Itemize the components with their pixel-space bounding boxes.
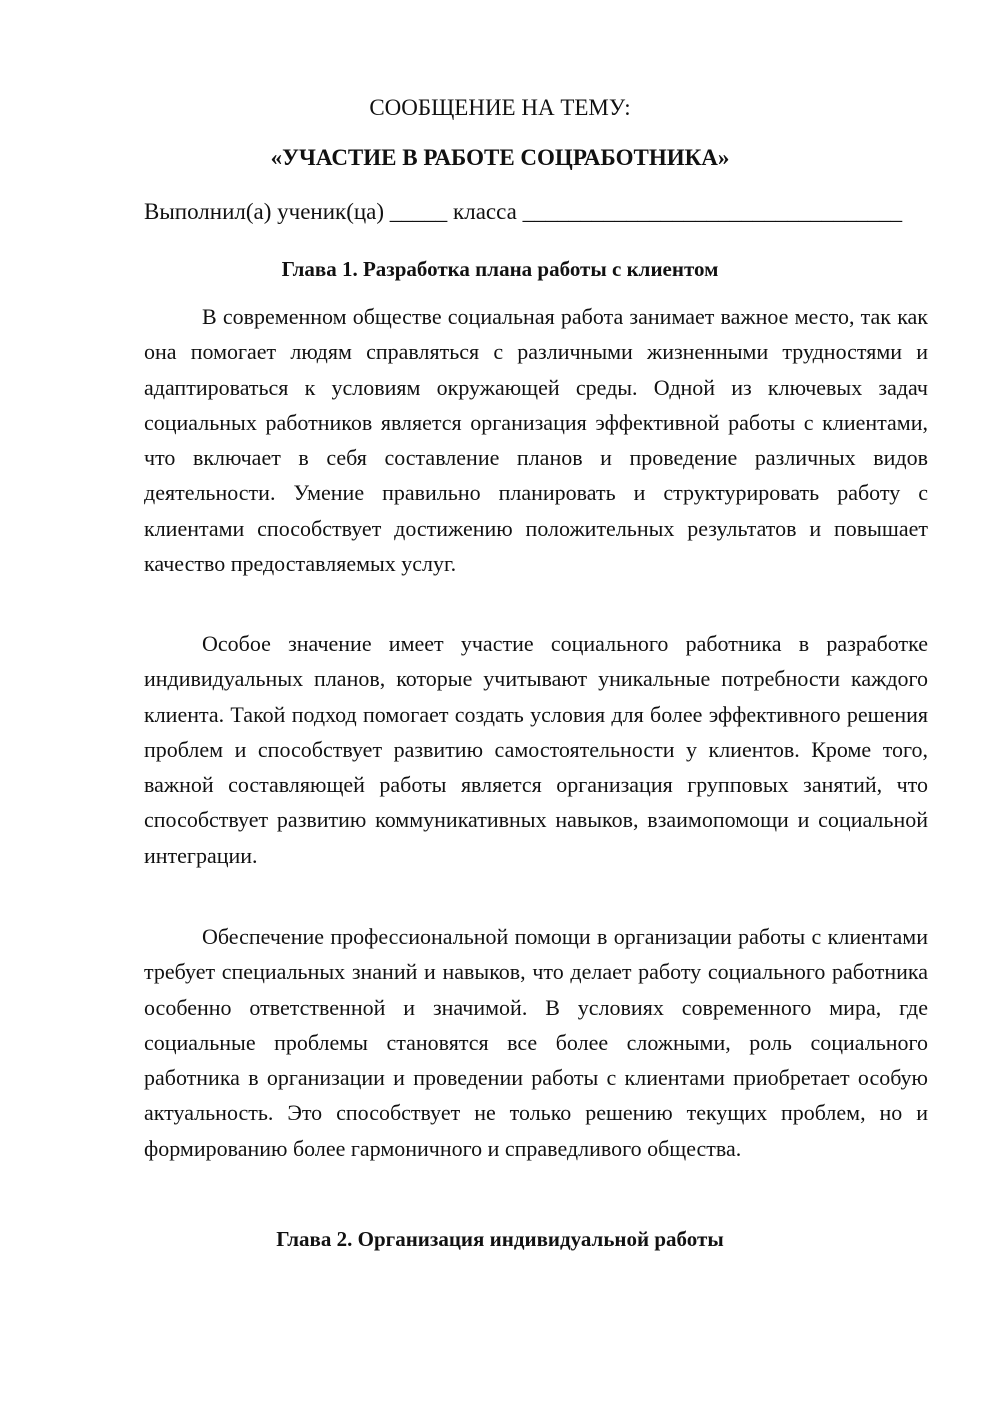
document-header-line1: СООБЩЕНИЕ НА ТЕМУ:: [369, 95, 631, 120]
paragraph-1: В современном обществе социальная работа занимает важное место, так как она помогает людям справляться с различными жизненными трудностями и адаптироваться к условиям окружающей среды. Одной из ключевых задач социальных работников является организация эффективной работы с клиентами, что включает в себя составление планов и проведение различных видов деятельности. Умение правильно планировать и структурировать работу с клиентами способствует достижению положительных результатов и повышает качество предоставляемых услуг.: [144, 304, 928, 577]
document-title: «УЧАСТИЕ В РАБОТЕ СОЦРАБОТНИКА»: [270, 145, 730, 170]
paragraph-2: Особое значение имеет участие социального работника в разработке индивидуальных планов, которые учитывают уникальные потребности каждого клиента. Такой подход помогает создать условия для более эффективного решения проблем и способствует развитию самостоятельности у клиентов. Кроме того, важной составляющей работы является организация групповых занятий, что способствует развитию коммуникативных навыков, взаимопомощи и социальной интеграции.: [144, 631, 928, 868]
paragraph-3: Обеспечение профессиональной помощи в организации работы с клиентами требует специальных знаний и навыков, что делает работу социального работника особенно ответственной и значимой. В условиях современного мира, где социальные проблемы становятся все более сложными, роль социального работника в организации и проведении работы с клиентами приобретает особую актуальность. Это способствует не только решению текущих проблем, но и формированию более гармоничного и справедливого общества.: [144, 924, 928, 1161]
author-sign-line: Выполнил(а) ученик(ца) _____ класса _________________________________: [144, 199, 903, 224]
chapter-1-title: Глава 1. Разработка плана работы с клиентом: [281, 257, 719, 281]
chapter-2-title: Глава 2. Организация индивидуальной работы: [276, 1227, 724, 1251]
